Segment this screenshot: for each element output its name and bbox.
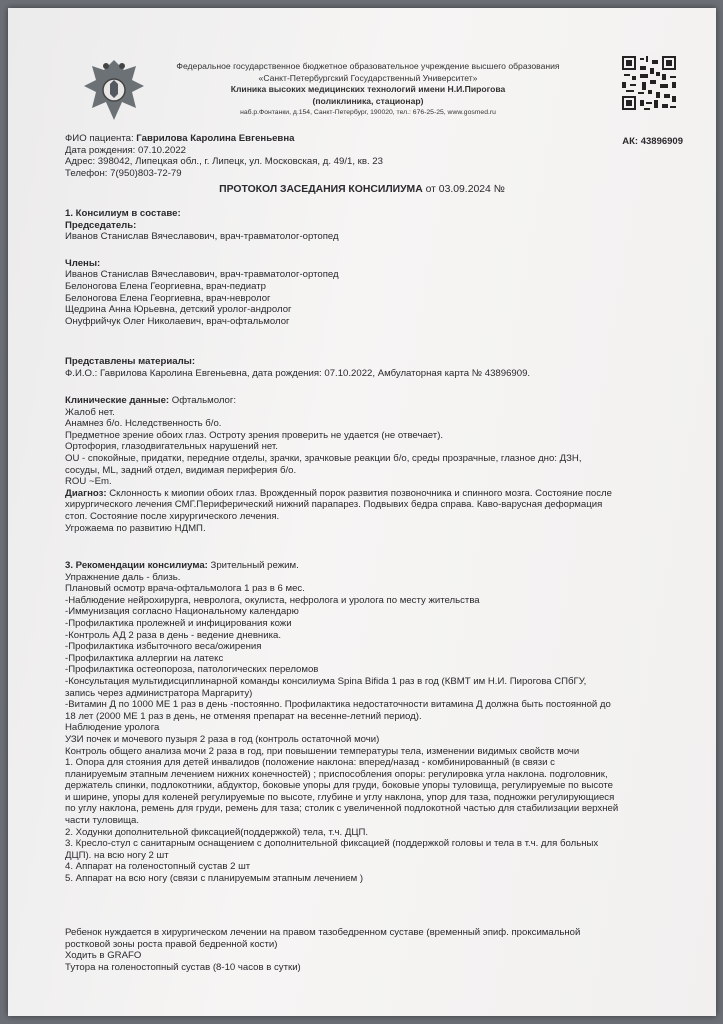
recommendation-line: -Иммунизация согласно Национальному календарю [65, 606, 299, 618]
member-item: Онуфрийчук Олег Николаевич, врач-офтальмолог [65, 315, 290, 327]
org-university-line: «Санкт-Петербургский Государственный Университет» [258, 72, 478, 83]
patient-address: Адрес: 398042, Липецкая обл., г. Липецк, ул. Московская, д. 49/1, кв. 23 [65, 156, 383, 168]
footer-line: Ребенок нуждается в хирургическом лечении на правом тазобедренном суставе (временный эпиф. проксимальной [65, 927, 581, 938]
recommendations-heading-suffix: Зрительный режим. [207, 560, 299, 571]
clinical-line: Предметное зрение обоих глаз. Остроту зрения проверить не удается (не отвечает). [65, 429, 444, 441]
footer-notes [65, 927, 695, 973]
recommendation-line: -Профилактика аллергии на латекс [65, 652, 224, 664]
recommendation-line: 1. Опора для стояния для детей инвалидов (положение наклона: вперед/назад - комбинированный (в связи с [65, 757, 555, 769]
diagnosis-line: Склонность к миопии обоих глаз. Врожденный порок развития позвоночника и спинного мозга. Состояние после [106, 487, 612, 499]
qr-code-icon [620, 54, 678, 112]
recommendation-line: Плановый осмотр врача-офтальмолога 1 раз в 6 мес. [65, 583, 305, 595]
recommendation-line: -Профилактика пролежней и инфицирования кожи [65, 617, 292, 629]
clinical-line: сосуды, ML, задний отдел, видимая периферия б/о. [65, 464, 297, 476]
clinical-line: ROU ~Em. [65, 476, 112, 488]
ambulatory-card-number: АК: 43896909 [622, 136, 683, 147]
document-sheet [8, 8, 716, 1016]
recommendation-line: 5. Аппарат на всю ногу (связи с планируемым этапным лечением ) [65, 873, 364, 885]
recommendation-line: держатель спинки, подлокотники, абдуктор, боковые упоры для груди, боковые упоры туловища, регулируемые по высоте [65, 780, 613, 792]
organization-header [158, 61, 578, 119]
materials-heading: Представлены материалы: [65, 356, 196, 367]
recommendation-line: 3. Кресло-стул с санитарным оснащением с дополнительной фиксацией (поддержкой головы и тела в т.ч. для больных [65, 838, 599, 850]
clinical-heading: Клинические данные: [65, 395, 170, 406]
materials-section [65, 356, 665, 379]
recommendations-heading: 3. Рекомендации консилиума: [65, 560, 208, 571]
patient-info [65, 133, 665, 179]
recommendation-line: запись через администратора Маргариту) [65, 687, 253, 699]
patient-phone: Телефон: 7(950)803-72-79 [65, 167, 182, 179]
diagnosis-line: Угрожаема по развитию НДМП. [65, 522, 206, 534]
patient-name: Гаврилова Каролина Евгеньевна [136, 133, 295, 144]
member-item: Щедрина Анна Юрьевна, детский уролог-андролог [65, 304, 292, 316]
recommendation-line: 2. Ходунки дополнительной фиксацией(поддержкой) тела, т.ч. ДЦП. [65, 826, 369, 838]
recommendations-section [65, 560, 695, 885]
recommendation-line: 18 лет (2000 МЕ 1 раз в день, не отменяя препарат на весенне-летний период). [65, 710, 422, 722]
chair-label: Председатель: [65, 219, 137, 231]
org-address-line: наб.р.Фонтанки, д.154, Санкт-Петербург, 190020, тел.: 676-25-25, www.gosmed.ru [240, 109, 496, 117]
protocol-title [8, 184, 716, 195]
members-label: Члены: [65, 257, 101, 269]
diagnosis-label: Диагноз: [65, 487, 107, 499]
patient-dob: Дата рождения: 07.10.2022 [65, 144, 187, 156]
clinical-section [65, 395, 680, 534]
recommendation-line: Упражнение даль - близь. [65, 571, 181, 583]
protocol-title-text: ПРОТОКОЛ ЗАСЕДАНИЯ КОНСИЛИУМА [219, 184, 423, 195]
clinic-type-line: (поликлиника, стационар) [312, 95, 424, 106]
diagnosis-line: стоп. Состояние после хирургического лечения. [65, 510, 280, 522]
recommendation-line: -Консультация мультидисциплинарной команды консилиума Spina Bifida 1 раз в год (КВМТ им Н.И. Пирогова СПбГУ, [65, 675, 587, 687]
recommendation-line: ДЦП). на всю ногу 2 шт [65, 849, 169, 861]
member-item: Белоногова Елена Георгиевна, врач-невролог [65, 292, 271, 304]
patient-name-label: ФИО пациента: [65, 133, 134, 144]
recommendation-line: УЗИ почек и мочевого пузыря 2 раза в год (контроль остаточной мочи) [65, 733, 380, 745]
clinical-line: Анамнез б/о. Нследственность б/о. [65, 418, 222, 430]
footer-line: Тутора на голеностопный сустав (8-10 часов в сутки) [65, 961, 301, 973]
recommendation-line: планируемым этапным лечением нижних конечностей) ; приспособления опоры: регулировка угла наклона. подголовник, [65, 768, 608, 780]
clinical-line: Ортофория, глазодвигательных нарушений нет. [65, 441, 278, 453]
org-name-line: Федеральное государственное бюджетное образовательное учреждение высшего образования [176, 61, 560, 71]
member-item: Белоногова Елена Георгиевна, врач-педиатр [65, 280, 266, 292]
recommendation-line: -Витамин Д по 1000 МЕ 1 раз в день -постоянно. Профилактика недостаточности витамина Д должна быть постоянной до [65, 699, 611, 711]
diagnosis-line: хирургического лечения СМГ.Периферический нижний парапарез. Подвывих бедра справа. Каво-варусная деформация [65, 499, 603, 511]
recommendation-line: Контроль общего анализа мочи 2 раза в год, при повышении температуры тела, изменении видимых свойств мочи [65, 745, 580, 757]
recommendation-line: части туловища. [65, 815, 140, 827]
recommendation-line: 4. Аппарат на голеностопный сустав 2 шт [65, 861, 251, 873]
recommendation-line: -Контроль АД 2 раза в день - ведение дневника. [65, 629, 281, 641]
recommendation-line: и ширине, упоры для коленей регулируемые по высоте, глубине и углу наклона, упор для таза, подножки регулирующиеся [65, 791, 615, 803]
recommendation-line: -Наблюдение нейрохирурга, невролога, окулиста, нефролога и уролога по месту жительства [65, 594, 480, 606]
clinical-line: Жалоб нет. [65, 406, 115, 418]
clinical-specialty: Офтальмолог: [169, 395, 237, 406]
recommendation-line: -Профилактика остеопороза, патологических переломов [65, 664, 319, 676]
recommendation-line: по углу наклона, ремень для груди, ремень для таза; столик с увеличенной подлокотной частью для стабилизации верхней [65, 803, 619, 815]
council-section [65, 208, 665, 327]
clinic-name-line: Клиника высоких медицинских технологий имени Н.И.Пирогова [230, 84, 506, 95]
materials-text: Ф.И.О.: Гаврилова Каролина Евгеньевна, дата рождения: 07.10.2022, Амбулаторная карта № 43896909. [65, 367, 531, 379]
recommendation-line: Наблюдение уролога [65, 722, 160, 734]
footer-line: ростковой зоны роста правой бедренной кости) [65, 938, 278, 950]
footer-line: Ходить в GRAFO [65, 950, 142, 962]
member-item: Иванов Станислав Вячеславович, врач-травматолог-ортопед [65, 269, 339, 281]
clinical-line: OU - спокойные, придатки, передние отделы, зрачки, зрачковые реакции б/о, среды прозрачные, глазное дно: ДЗН, [65, 452, 582, 464]
council-heading: 1. Консилиум в составе: [65, 208, 181, 219]
chair-name: Иванов Станислав Вячеславович, врач-травматолог-ортопед [65, 231, 339, 243]
protocol-date: от 03.09.2024 № [422, 184, 505, 195]
university-crest-icon [78, 54, 150, 126]
recommendation-line: -Профилактика избыточного веса/ожирения [65, 641, 262, 653]
